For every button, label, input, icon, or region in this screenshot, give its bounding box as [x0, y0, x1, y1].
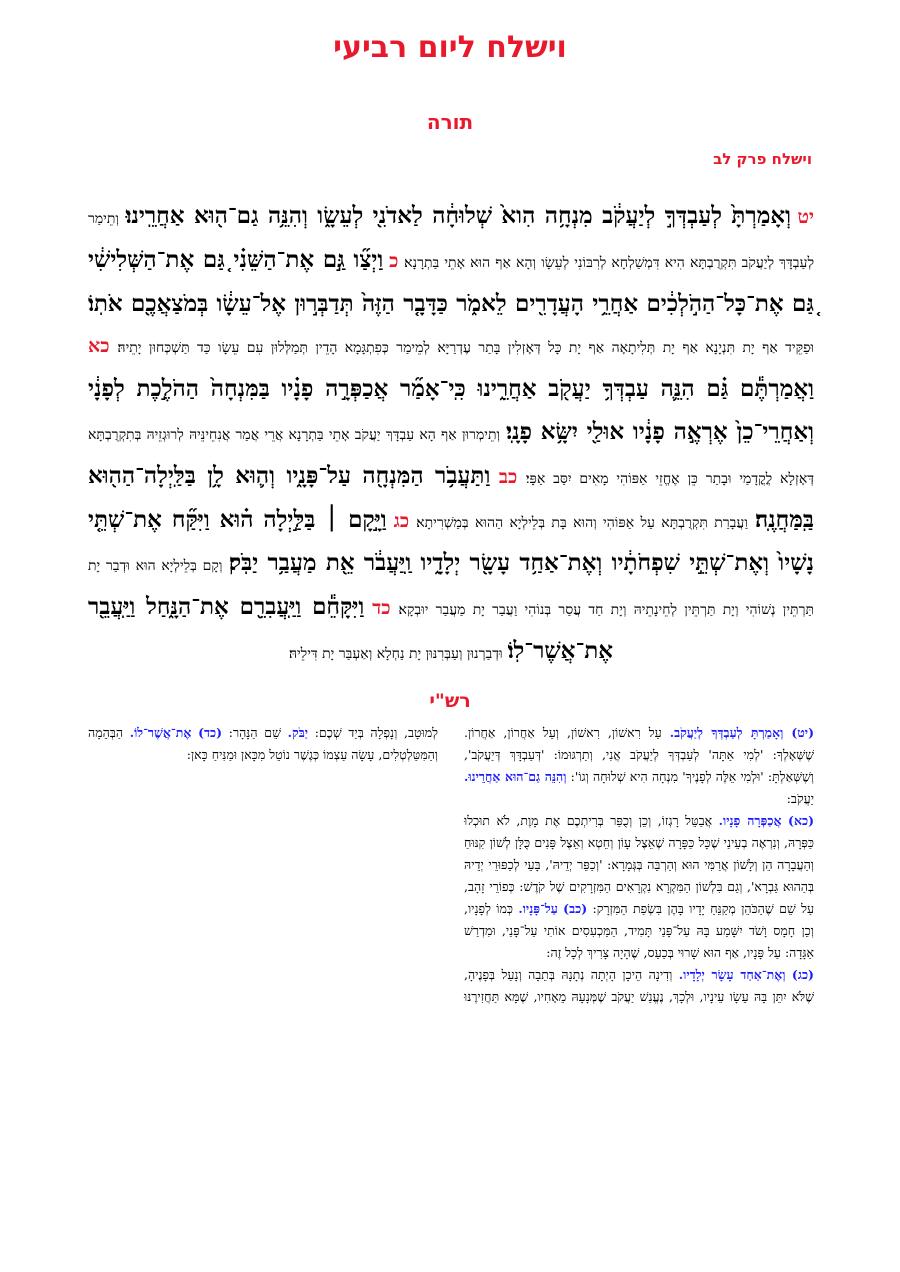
rashi-heading: עַל־פָּנָיו.	[518, 901, 558, 916]
rashi-text: שֵׁם הַנָּהָר:	[228, 725, 281, 740]
verse-targum: וּדְבַרְנוּן וְעַבְּרִנּוּן יָת נַחְלָא וְאַעְבַּר יָת דִּילֵיהּ׃	[288, 645, 503, 662]
verse-number: יט	[797, 206, 814, 228]
rashi-text: כְּמוֹ לְפָנָיו, וְכֵן חָמָס וָשֹׁד יִשָּׁמַע בָּהּ עַל־פָּנַי תָּמִיד, הַמַּכְעִסִים אוֹתִי עַל־פָּנַי, וּמִדְרַשׁ אַגָּדָה: עַל פָּנָיו, אַף הוּא שָׁרוּי בְּכַעַס, שֶׁהָיָה צָרִיךְ לְכָל זֶה:	[464, 901, 814, 960]
verse-number: כד	[372, 597, 391, 620]
verse-targum: וְתֵימַר לְעַבְדָּךְ לְיַעֲקֹב תִּקְרֻבְתָּא הִיא דִּמְשַׁלְחָא לְרִבּוֹנִי לְעֵשָׂו וְהָא אַף הוּא אָתֵי בַּתְרָנָא׃	[88, 211, 814, 271]
rashi-heading: וְהִנֵּה גַם־הוּא אַחֲרֵינוּ.	[464, 769, 567, 784]
rashi-heading: וְאָמַרְתָּ לְעַבְדְּךָ לְיַעֲקֹב.	[669, 725, 784, 740]
rashi-verse-number: (יט)	[791, 725, 814, 740]
verse-hebrew: וַתַּעֲבֹ֥ר הַמִּנְחָ֖ה עַל־פָּנָ֑יו וְה֛וּא לָ֥ן בַּלַּֽיְלָה־הַה֖וּא בַּֽמַּחֲנֶֽה׃	[88, 461, 814, 533]
rashi-comment	[222, 725, 308, 740]
verse-targum: וּפַקֵּיד אַף יָת תִּנְיָנָא אַף יָת תְּלִיתָאָה אַף יָת כָּל דְּאָזְלִין בָּתַר עֶדְרַיָּא לְמֵימַר כְּפִתְגָּמָא הָדֵין תְּמַלְּלוּן עִם עֵשָׂו כַּד תַּשְׁכְּחוּן יָתֵיהּ׃	[117, 340, 814, 357]
verse-hebrew: וְאָמַרְתָּ֙ לְעַבְדְּךָ֣ לְיַעֲקֹ֔ב מִנְחָ֥ה הִוא֙ שְׁלוּחָ֔ה לַאדֹנִ֖י לְעֵשָׂ֑ו וְהִנֵּ֥ה גַם־ה֖וּא אַחֲרֵֽינוּ׃	[125, 202, 792, 229]
rashi-verse-number: (כג)	[791, 967, 814, 982]
rashi-heading: אֲכַפְּרָה פָנָיו.	[718, 813, 782, 828]
torah-text-block	[88, 196, 814, 675]
verse-number: כב	[498, 465, 518, 488]
section-title-torah: תורה	[426, 110, 474, 134]
page-title: וישלח ליום רביעי	[333, 30, 567, 65]
verse-number: כא	[88, 335, 110, 358]
verse-hebrew: וַאֲמַרְתֶּ֕ם גַּ֗ם הִנֵּ֛ה עַבְדְּךָ֥ יַעֲקֹ֖ב אַחֲרֵ֑ינוּ כִּֽי־אָמַ֞ר אֲכַפְּרָ֣ה פָנָ֗יו בַּמִּנְחָה֙ הַהֹלֶ֣כֶת לְפָנָ֔י וְאַחֲרֵי־כֵן֙ אֶרְאֶ֣ה פָנָ֔יו אוּלַ֖י יִשָּׂ֥א פָנָֽי׃	[88, 375, 814, 445]
rashi-heading: אֶת־אֲשֶׁר־לוֹ.	[129, 725, 192, 740]
verse-targum: וְקָם בְּלֵילְיָא הוּא וּדְבַר יָת תַּרְתֵּין נְשׁוֹהִי וְיָת תַּרְתֵּין לְחֵינָתֵיהּ וְיָת חַד עֲסַר בְּנוֹהִי וַעֲבַר יָת מַעֲבַר יוּבְקָא׃	[88, 558, 814, 619]
rashi-text: הַבְּהֵמָה וְהַמִּטַּלְטְלִים, עָשָׂה עַצְמוֹ כְּגֶשֶׁר נוֹטֵל מִכָּאן וּמַנִּיחַ כָּאן:	[88, 725, 438, 762]
rashi-verse-number: (כב)	[563, 901, 588, 916]
verse-number: כ	[389, 249, 399, 272]
verse-hebrew: וַיִּקָּחֵ֕ם וַיַּֽעֲבִרֵ֖ם אֶת־הַנָּ֑חַל וַיַּֽעֲבֵ֖ר אֶת־אֲשֶׁר־לֽוֹ׃	[88, 593, 614, 664]
rashi-heading: יַבֹּק.	[287, 725, 308, 740]
chapter-reference: וישלח פרק לב	[713, 150, 812, 168]
rashi-text: אֲבַטֵּל רָגְזוֹ, וְכֵן וְכֻפַּר בְּרִיתְכֶם אֶת מָוֶת, לֹא תוּכְלוּ כַּפְּרָהּ, וְנִרְאֶה בְעֵינַי שֶׁכָּל כַּפָּרָה שֶׁאֵצֶל עָוֹן וְחֵטְא וְאֵצֶל פָּנִים כֻּלָּן לְשׁוֹן קִנּוּחַ וְהַעֲבָרָה הֵן וְלָשׁוֹן אֲרַמִּי הוּא וְהַרְבֵּה בְּגְּמָרָא: 'וְכַפֵּר יְדֵיהּ', בָּעֵי לְכַפּוּרֵי יְדֵיהּ בְּהַהוּא גַּבְרָא', וְגַם בִּלְשׁוֹן הַמִּקְרָא נִקְרָאִים הַמִּזְרָקִים שֶׁל קֹדֶשׁ: כְּפוֹרֵי זָהָב, עַל שֵׁם שֶׁהַכֹּהֵן מְקַנֵּחַ יָדָיו בָּהֶן בִּשְׂפַת הַמִּזְרָק:	[464, 813, 815, 916]
rashi-text: עַל רִאשׁוֹן, רִאשׁוֹן, וְעַל אַחֲרוֹן, אַחֲרוֹן. שֶׁשְּׁאָלְךָ: 'לְמִי אַתָּה' לְעַבְדְּךָ לְיַעֲקֹב אֲנִי, וְתַרְגּוּמוֹ: 'דְּעַבְדָּךְ דְּיַעֲקֹב', וְשֶׁשְּׁאַלְתָּ: 'וּלְמִי אֵלֶּה לְפָנֶיךָ' מִנְחָה הִיא שְׁלוּחָה וְגוֹ':	[464, 725, 815, 784]
rashi-verse-number: (כד)	[198, 725, 223, 740]
verse-hebrew: וַיְצַ֞ו גַּ֣ם אֶת־הַשֵּׁנִ֗י גַּ֚ם אֶת־הַשְּׁלִישִׁ֔י גַּ֚ם אֶת־כָּל־הַהֹ֣לְכִ֔ים אַחֲרֵ֥י הָעֲדָרִ֖ים לֵאמֹ֑ר כַּדָּבָ֤ר הַזֶּה֙ תְּדַבְּר֣וּן אֶל־עֵשָׂ֔ו בְּמֹצַאֲכֶ֖ם אֹתֽוֹ׃	[88, 245, 814, 317]
rashi-verse-number: (כא)	[788, 813, 814, 828]
rashi-title: רש"י	[429, 690, 471, 712]
rashi-heading: וְאֶת־אַחַד עָשָׂר יְלָדָיו.	[678, 967, 786, 982]
verse-targum: וַעֲבָרַת תִּקְרֻבְתָּא עַל אַפּוֹהִי וְהוּא בָּת בְּלֵילְיָא הַהוּא בְּמַשְׁרִיתָא׃	[416, 514, 748, 531]
verse-targum: וְתֵימְרוּן אַף הָא עַבְדָּךְ יַעֲקֹב אָתֵי בַּתְרָנָא אֲרֵי אֲמַר אֲנִחֵינֵּיהּ לְרוּגְזֵיהּ בְּתִקְרֻבְתָּא דְּאָזְלָא לֳקֳדָמַי וּבָתַר כֵּן אֶחֱזֵי אַפּוֹהִי מָאִים יִסַּב אַפָּי׃	[88, 426, 814, 487]
verse-hebrew: וַיָּ֣קָם ׀ בַּלַּ֣יְלָה ה֗וּא וַיִּקַּ֞ח אֶת־שְׁתֵּ֤י נָשָׁיו֙ וְאֶת־שְׁתֵּ֣י שִׁפְחֹתָ֔יו וְאֶת־אַחַ֥ד עָשָׂ֖ר יְלָדָ֑יו וַֽיַּעֲבֹ֔ר אֵ֖ת מַעֲבַ֥ר יַבֹּֽק׃	[88, 505, 814, 577]
rashi-text: יַעֲקֹב:	[786, 791, 814, 806]
rashi-commentary	[88, 722, 814, 1022]
verse-number: כג	[393, 509, 410, 532]
rashi-text: וְדִינָה הֵיכָן הָיְתָה נְתָנָהּ בְּתֵבָה וְנָעַל בְּפָנֶיהָ, שֶׁלֹּא יִתֵּן בָּהּ עֵשָׂו עֵינָיו, וּלְכָךְ, נֶעֱנַשׁ יַעֲקֹב שֶׁמְּנָעָהּ מֵאָחִיו, שֶׁמָּא תַּחֲזִירֶנּוּ לְמוּטָב, וְנָפְלָה בְּיַד שְׁכֶם:	[314, 725, 814, 1004]
